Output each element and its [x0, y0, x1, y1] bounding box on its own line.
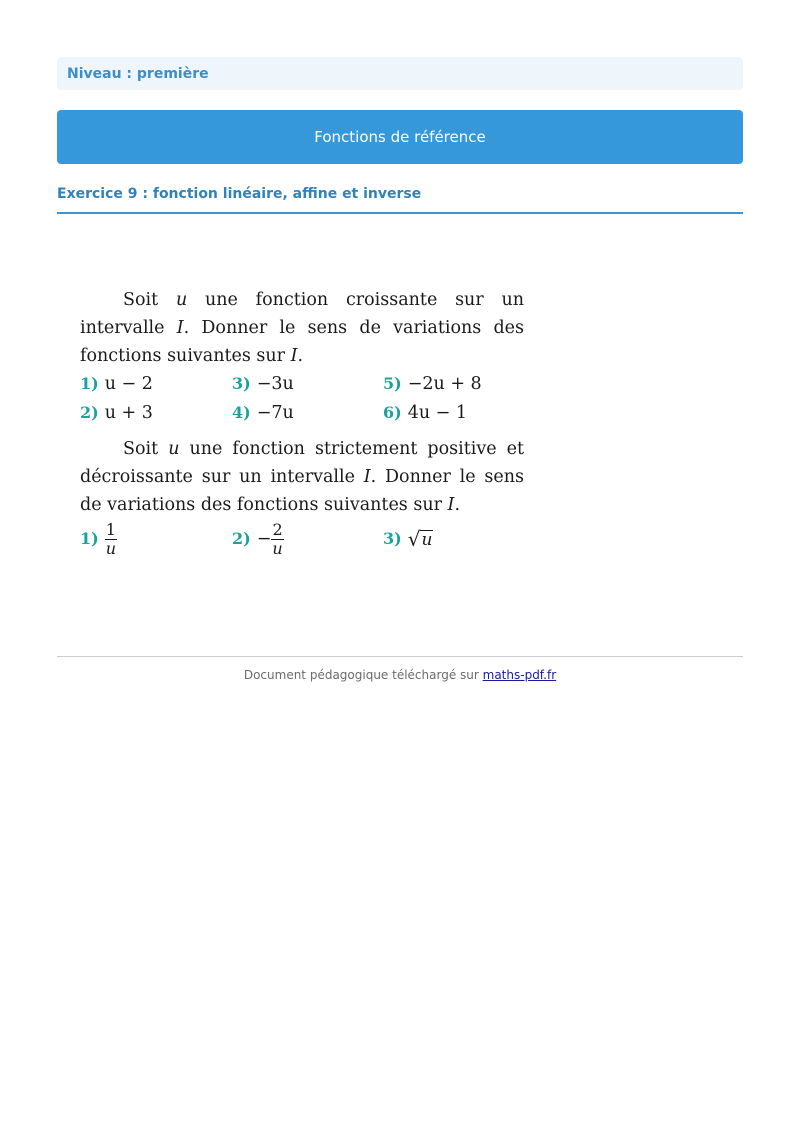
part1-items [80, 370, 524, 427]
footer [57, 668, 743, 682]
part1-statement: Soit u une fonction croissante sur un intervalle I. Donner le sens de variations des fonctions suivantes sur I. [80, 290, 525, 366]
part2-items [80, 517, 524, 561]
square-root: √ u [407, 527, 433, 551]
fraction: $\frac{1}{u}$ [105, 519, 117, 558]
list-item: 4) −7u [232, 402, 294, 423]
list-item: 5) −2u + 8 [383, 374, 482, 394]
footer-link[interactable]: maths-pdf.fr [482, 668, 557, 682]
list-item: 2) u + 3 [80, 402, 153, 423]
part2-statement: Soit u une fonction strictement positive et décroissante sur un intervalle I. Donner le sens de variations des fonctions suivantes sur I. [80, 439, 525, 515]
exercise-body [80, 286, 524, 561]
radical-sign-icon: √ [407, 527, 421, 551]
chapter-title-bar [57, 110, 743, 164]
footer-divider [57, 656, 743, 657]
list-item: 3) −3u [232, 374, 294, 394]
list-item: 6) 4u − 1 [383, 402, 468, 423]
list-item: 2) − $\frac{2}{u}$ [232, 519, 283, 558]
level-badge [57, 57, 743, 90]
exercise-title-divider [57, 212, 743, 214]
fraction: $\frac{2}{u}$ [272, 519, 283, 558]
list-item: 1) u − 2 [80, 374, 153, 394]
list-item: 3) √ u [383, 527, 433, 551]
footer-text: Document pédagogique téléchargé sur [243, 668, 483, 682]
exercise-title: Exercice 9 : fonction linéaire, affine et inverse [57, 186, 422, 202]
list-item: 1) $\frac{1}{u}$ [80, 519, 117, 558]
level-label: Niveau : première [67, 65, 209, 82]
chapter-title: Fonctions de référence [314, 128, 486, 146]
